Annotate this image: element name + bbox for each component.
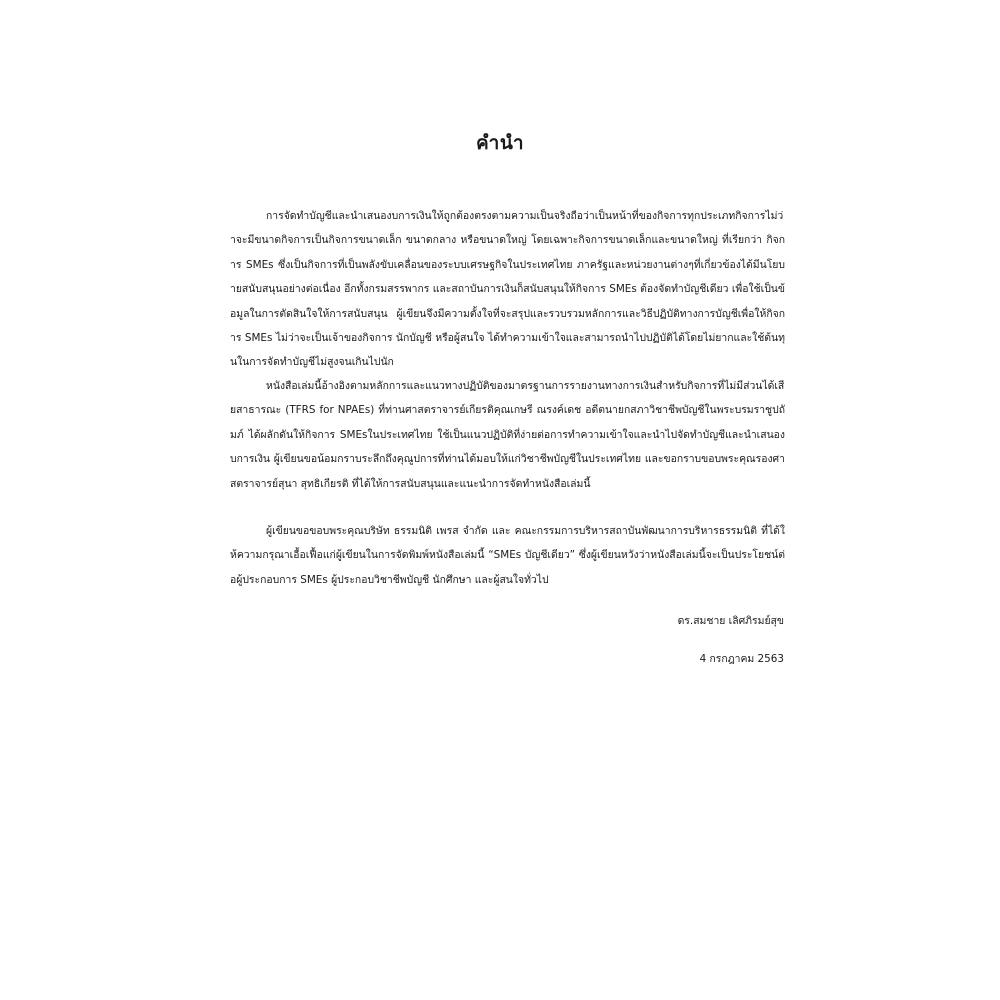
paragraph-3-block bbox=[230, 519, 785, 592]
paragraph-1: การจัดทำบัญชีและนำเสนองบการเงินให้ถูกต้องตรงตามความเป็นจริงถือว่าเป็นหน้าที่ของกิจการทุกประเภทกิจการไม่ว่าจะมีขนาดกิจการเป็นกิจการขนาดเล็ก ขนาดกลาง หรือขนาดใหญ่ โดยเฉพาะกิจการขนาดเล็กและขนาดใหญ่ ที่เรียกว่า กิจการ SMEs ซึ่งเป็นกิจการที่เป็นพลังขับเคลื่อนของระบบเศรษฐกิจในประเทศไทย ภาครัฐและหน่วยงานต่างๆที่เกี่ยวข้องได้มีนโยบายสนับสนุนอย่างต่อเนื่อง อีกทั้งกรมสรรพากร และสถาบันการเงินก็สนับสนุนให้กิจการ SMEs ต้องจัดทำบัญชีเดียว เพื่อใช้เป็นข้อมูลในการตัดสินใจให้การสนับสนุน ผู้เขียนจึงมีความตั้งใจที่จะสรุปและรวบรวมหลักการและวิธีปฏิบัติทางการบัญชีเพื่อให้กิจการ SMEs ไม่ว่าจะเป็นเจ้าของกิจการ นักบัญชี หรือผู้สนใจ ได้ทำความเข้าใจและสามารถนำไปปฏิบัติได้โดยไม่ยากและใช้ต้นทุนในการจัดทำบัญชีไม่สูงจนเกินไปนัก bbox=[230, 210, 785, 369]
paragraph-3: ผู้เขียนขอขอบพระคุณบริษัท ธรรมนิติ เพรส จำกัด และ คณะกรรมการบริหารสถาบันพัฒนาการบริหารธรรมนิติ ที่ได้ให้ความกรุณาเอื้อเฟื้อแก่ผู้เขียนในการจัดพิมพ์หนังสือเล่มนี้ “SMEs บัญชีเดียว” ซึ่งผู้เขียนหวังว่าหนังสือเล่มนี้จะเป็นประโยชน์ต่อผู้ประกอบการ SMEs ผู้ประกอบวิชาชีพบัญชี นักศึกษา และผู้สนใจทั่วไป bbox=[230, 525, 785, 586]
author-signature: ดร.สมชาย เลิศภิรมย์สุข bbox=[677, 615, 784, 627]
document-date: 4 กรกฎาคม 2563 bbox=[699, 653, 784, 665]
paragraph-2: หนังสือเล่มนี้อ้างอิงตามหลักการและแนวทางปฏิบัติของมาตรฐานการรายงานทางการเงินสำหรับกิจการที่ไม่มีส่วนได้เสียสาธารณะ (TFRS for NPAEs) ที่ท่านศาสตราจารย์เกียรติคุณเกษรี ณรงค์เดช อดีตนายกสภาวิชาชีพบัญชีในพระบรมราชูปถัมภ์ ได้ผลักดันให้กิจการ SMEsในประเทศไทย ใช้เป็นแนวปฏิบัติที่ง่ายต่อการทำความเข้าใจและนำไปจัดทำบัญชีและนำเสนองบการเงิน ผู้เขียนขอน้อมกราบระลึกถึงคุณูปการที่ท่านได้มอบให้แก่วิชาชีพบัญชีในประเทศไทย และขอกราบขอบพระคุณรองศาสตราจารย์สุนา สุทธิเกียรติ ที่ได้ให้การสนับสนุนและแนะนำการจัดทำหนังสือเล่มนี้ bbox=[230, 380, 785, 490]
page-title: คำนำ bbox=[475, 132, 525, 154]
paragraph-2-block bbox=[230, 374, 785, 496]
paragraph-1-block bbox=[230, 204, 785, 375]
